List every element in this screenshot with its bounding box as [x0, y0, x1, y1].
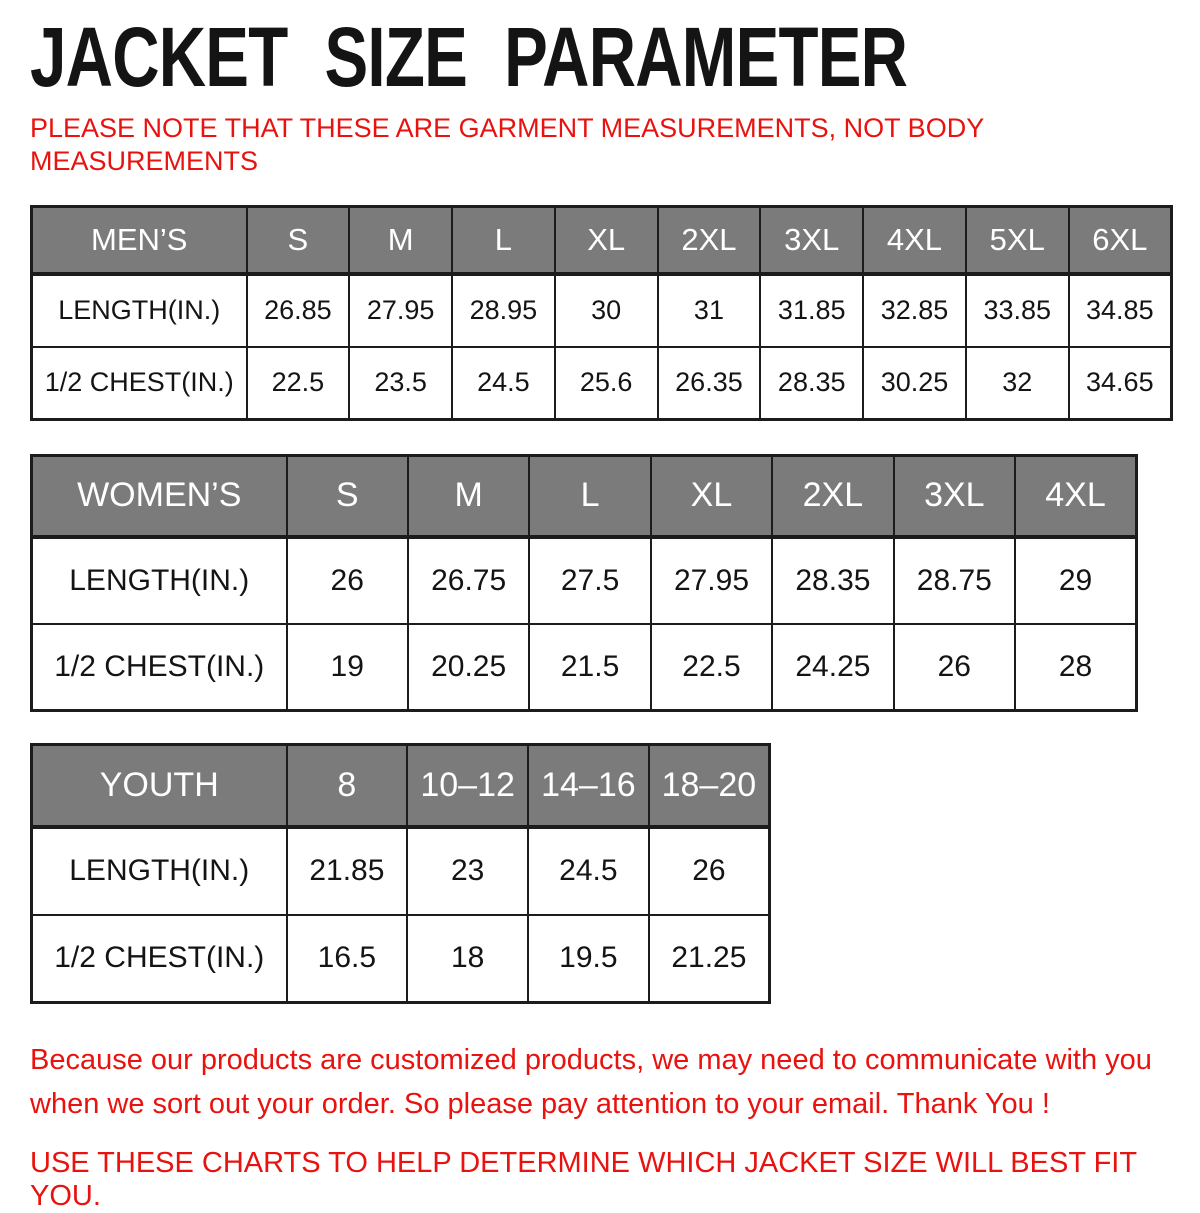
youth-length-value: 26: [649, 827, 770, 915]
womens-chest-value: 19: [287, 624, 408, 711]
mens-chest-value: 24.5: [452, 347, 555, 420]
womens-chest-value: 21.5: [529, 624, 650, 711]
mens-chest-value: 32: [966, 347, 1069, 420]
youth-size-table: [30, 743, 771, 1004]
youth-size-col: 10–12: [407, 744, 528, 827]
youth-table-title: YOUTH: [32, 744, 287, 827]
womens-chest-value: 24.25: [772, 624, 893, 711]
row-label: 1/2 CHEST(IN.): [32, 624, 287, 711]
youth-length-value: 21.85: [287, 827, 408, 915]
mens-length-value: 32.85: [863, 274, 966, 347]
womens-size-table: [30, 454, 1138, 712]
womens-table-title: WOMEN’S: [32, 455, 287, 537]
mens-size-col: 6XL: [1069, 206, 1172, 274]
mens-length-value: 30: [555, 274, 658, 347]
mens-size-col: 5XL: [966, 206, 1069, 274]
womens-length-value: 29: [1015, 537, 1136, 624]
row-label: 1/2 CHEST(IN.): [32, 347, 247, 420]
page-title: [30, 10, 1172, 104]
mens-size-col: 2XL: [658, 206, 761, 274]
garment-measurement-note: [30, 112, 1172, 179]
womens-chest-value: 22.5: [651, 624, 772, 711]
youth-length-row: [32, 827, 770, 915]
youth-length-value: 23: [407, 827, 528, 915]
mens-length-value: 31.85: [760, 274, 863, 347]
womens-size-col: S: [287, 455, 408, 537]
youth-header-row: [32, 744, 770, 827]
womens-size-col: 4XL: [1015, 455, 1136, 537]
mens-length-value: 27.95: [349, 274, 452, 347]
youth-chest-value: 16.5: [287, 915, 408, 1003]
mens-size-col: L: [452, 206, 555, 274]
mens-chest-value: 34.65: [1069, 347, 1172, 420]
womens-length-value: 26: [287, 537, 408, 624]
mens-size-col: XL: [555, 206, 658, 274]
page-title-text: JACKET SIZE PARAMETER: [30, 10, 908, 104]
womens-size-col: M: [408, 455, 529, 537]
womens-length-value: 27.95: [651, 537, 772, 624]
row-label: LENGTH(IN.): [32, 537, 287, 624]
note-line-1: PLEASE NOTE THAT THESE ARE GARMENT MEASUREMENTS, NOT BODY: [30, 113, 985, 143]
mens-size-col: M: [349, 206, 452, 274]
youth-size-col: 14–16: [528, 744, 649, 827]
mens-chest-value: 23.5: [349, 347, 452, 420]
row-label: 1/2 CHEST(IN.): [32, 915, 287, 1003]
mens-header-row: [32, 206, 1172, 274]
womens-length-value: 26.75: [408, 537, 529, 624]
youth-size-col: 18–20: [649, 744, 770, 827]
mens-chest-value: 22.5: [247, 347, 350, 420]
womens-chest-value: 20.25: [408, 624, 529, 711]
customization-notice-line-1: Because our products are customized products, we may need to communicate with you: [30, 1043, 1152, 1076]
womens-length-value: 28.75: [894, 537, 1015, 624]
youth-length-value: 24.5: [528, 827, 649, 915]
womens-size-col: L: [529, 455, 650, 537]
mens-chest-row: [32, 347, 1172, 420]
mens-chest-value: 26.35: [658, 347, 761, 420]
customization-notice: [30, 1038, 1172, 1126]
mens-size-col: 4XL: [863, 206, 966, 274]
mens-length-value: 26.85: [247, 274, 350, 347]
mens-length-value: 28.95: [452, 274, 555, 347]
chart-usage-instruction: USE THESE CHARTS TO HELP DETERMINE WHICH JACKET SIZE WILL BEST FIT YOU.: [30, 1147, 1137, 1213]
youth-chest-value: 18: [407, 915, 528, 1003]
youth-chest-value: 21.25: [649, 915, 770, 1003]
womens-size-col: 2XL: [772, 455, 893, 537]
note-line-2: MEASUREMENTS: [30, 146, 259, 177]
mens-size-col: 3XL: [760, 206, 863, 274]
mens-chest-value: 25.6: [555, 347, 658, 420]
mens-size-col: S: [247, 206, 350, 274]
mens-table-title: MEN’S: [32, 206, 247, 274]
womens-chest-value: 26: [894, 624, 1015, 711]
womens-length-value: 27.5: [529, 537, 650, 624]
youth-chest-row: [32, 915, 770, 1003]
womens-size-col: XL: [651, 455, 772, 537]
youth-size-col: 8: [287, 744, 408, 827]
womens-chest-row: [32, 624, 1137, 711]
mens-length-value: 34.85: [1069, 274, 1172, 347]
mens-size-table: [30, 205, 1173, 421]
mens-length-row: [32, 274, 1172, 347]
mens-length-value: 31: [658, 274, 761, 347]
womens-size-col: 3XL: [894, 455, 1015, 537]
customization-notice-line-2: when we sort out your order. So please pay attention to your email. Thank You !: [30, 1088, 1050, 1121]
womens-chest-value: 28: [1015, 624, 1136, 711]
youth-chest-value: 19.5: [528, 915, 649, 1003]
womens-length-value: 28.35: [772, 537, 893, 624]
mens-chest-value: 28.35: [760, 347, 863, 420]
row-label: LENGTH(IN.): [32, 827, 287, 915]
mens-length-value: 33.85: [966, 274, 1069, 347]
row-label: LENGTH(IN.): [32, 274, 247, 347]
womens-header-row: [32, 455, 1137, 537]
mens-chest-value: 30.25: [863, 347, 966, 420]
womens-length-row: [32, 537, 1137, 624]
